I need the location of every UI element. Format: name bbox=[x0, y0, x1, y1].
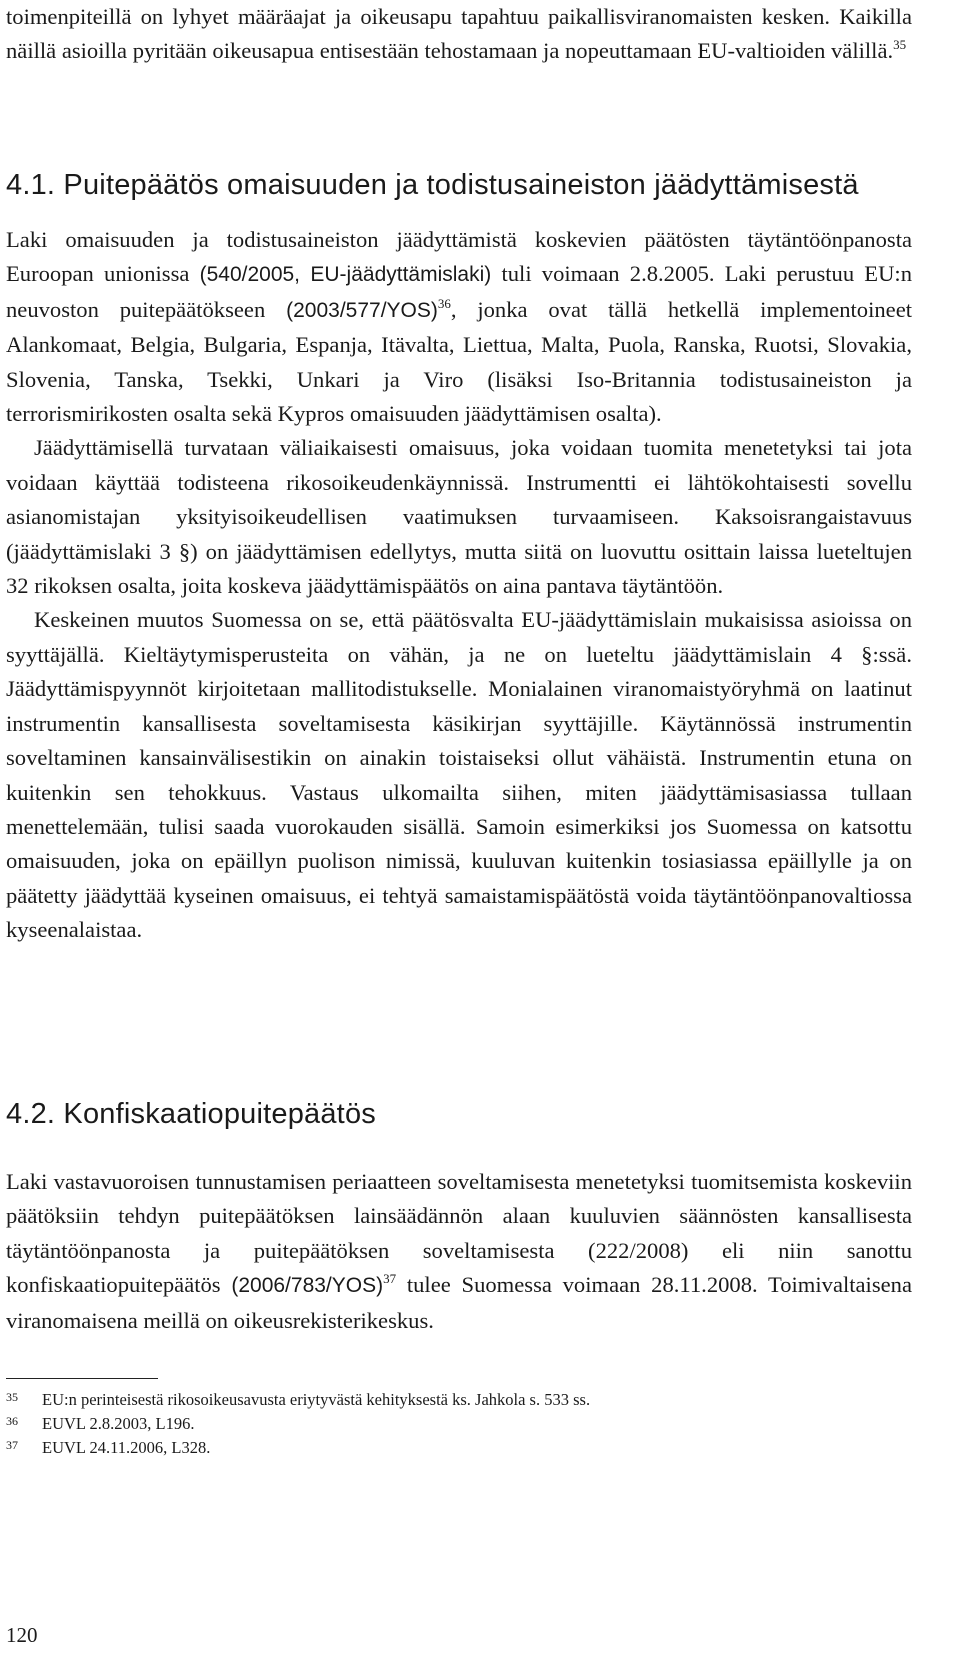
footnote-divider bbox=[6, 1378, 158, 1379]
framework-decision-code: (2003/577/YOS) bbox=[286, 298, 438, 322]
paragraph-text: Laki omaisuuden ja todistusaineiston jäädyttämistä koskevien päätösten täytäntöönpanosta Euroopan unionissa bbox=[6, 227, 912, 287]
paragraph-text: tuli voimaan 2.8.2005. Laki perustuu EU:n neuvoston puitepäätökseen bbox=[6, 261, 913, 322]
footnote-text: EU:n perinteisestä rikosoikeusavusta eriytyvästä kehityksestä ks. Jahkola s. 533 ss. bbox=[42, 1390, 591, 1409]
section-heading-4-2: 4.2. Konfiskaatiopuitepäätös bbox=[6, 1098, 376, 1130]
section-4-1-paragraph-1 bbox=[6, 223, 912, 431]
continued-paragraph bbox=[6, 0, 912, 69]
footnote-item bbox=[6, 1388, 912, 1412]
footnote-ref-35: 35 bbox=[893, 37, 907, 53]
section-heading-4-1: 4.1. Puitepäätös omaisuuden ja todistusaineiston jäädyttämisestä bbox=[6, 169, 859, 201]
footnote-item bbox=[6, 1412, 912, 1436]
law-reference: (540/2005, EU-jäädyttämislaki) bbox=[199, 263, 492, 287]
framework-decision-code: (2006/783/YOS) bbox=[231, 1274, 384, 1298]
paragraph-text: tulee Suomessa voimaan 28.11.2008. Toimivaltaisena viranomaisena meillä on oikeusrekisterikeskus. bbox=[6, 1272, 912, 1333]
section-4-2-body bbox=[6, 1165, 912, 1338]
footnotes-list bbox=[6, 1388, 912, 1460]
footnote-ref-37: 37 bbox=[383, 1271, 397, 1287]
paragraph-text: Laki vastavuoroisen tunnustamisen periaatteen soveltamisesta menetetyksi tuomitsemista koskeviin päätöksiin tehdyn puitepäätöksen lainsäädännön alaan kuuluvien säännösten kansallisesta täytäntöönpanosta ja puitepäätöksen soveltamisesta (222/2008) eli niin sanottu konfiskaatiopuitepäätös bbox=[6, 1169, 912, 1298]
footnote-text: EUVL 24.11.2006, L328. bbox=[42, 1438, 211, 1457]
section-4-1-paragraph-2: Jäädyttämisellä turvataan väliaikaisesti omaisuus, joka voidaan tuomita menetetyksi tai jota voidaan käyttää todisteena rikosoikeudenkäynnissä. Instrumentti ei lähtökohtaisesti sovellu asianomistajan yksityisoikeudellisen vaatimuksen turvaamiseen. Kaksoisrangaistavuus (jäädyttämislaki 3 §) on jäädyttämisen edellytys, mutta siitä on luovuttu osittain laissa lueteltujen 32 rikoksen osalta, joita koskeva jäädyttämispäätös on aina pantava täytäntöön. bbox=[6, 435, 912, 599]
section-4-1-body bbox=[6, 223, 912, 948]
continued-paragraph-block bbox=[6, 0, 912, 69]
footnote-number: 35 bbox=[6, 1390, 18, 1404]
continued-paragraph-text: toimenpiteillä on lyhyet määräajat ja oikeusapu tapahtuu paikallisviranomaisten kesken. Kaikilla näillä asioilla pyritään oikeusapua entisestään tehostamaan ja nopeuttamaan EU-valtioiden välillä. bbox=[6, 4, 912, 64]
section-4-1-paragraph-3: Keskeinen muutos Suomessa on se, että päätösvalta EU-jäädyttämislain mukaisissa asioissa on syyttäjällä. Kieltäytymisperusteita on vähän, ja ne on lueteltu jäädyttämislain 4 §:ssä. Jäädyttämispyynnöt kirjoitetaan mallitodistukselle. Monialainen viranomaistyöryhmä on laatinut instrumentin kansallisesta soveltamisesta käsikirjan syyttäjille. Käytännössä instrumentin soveltaminen kansainvälisestikin on ainakin toistaiseksi ollut vähäistä. Instrumentin etuna on kuitenkin sen tehokkuus. Vastaus ulkomailta siihen, miten jäädyttämisasiassa tullaan menettelemään, tulisi saada vuorokauden sisällä. Samoin esimerkiksi jos Suomessa on katsottu omaisuuden, joka on epäillyn puolison nimissä, kuuluvan kuitenkin tosiasiassa epäillylle ja on päätetty jäädyttää kyseinen omaisuus, ei tehtyä samaistamispäätöstä voida täytäntöönpanovaltiossa kyseenalaistaa. bbox=[6, 607, 912, 943]
footnote-text: EUVL 2.8.2003, L196. bbox=[42, 1414, 195, 1433]
paragraph-text: , jonka ovat tällä hetkellä implementoineet Alankomaat, Belgia, Bulgaria, Espanja, Itävalta, Liettua, Malta, Puola, Ranska, Ruotsi, Slovakia, Slovenia, Tanska, Tsekki, Unkari ja Viro (lisäksi Iso-Britannia todistusaineiston ja terrorismirikosten osalta sekä Kypros omaisuuden jäädyttämisen osalta). bbox=[6, 296, 912, 427]
section-4-2-paragraph-1 bbox=[6, 1165, 912, 1338]
footnote-ref-36: 36 bbox=[437, 295, 451, 311]
footnote-number: 36 bbox=[6, 1414, 18, 1428]
page-number: 120 bbox=[6, 1623, 38, 1647]
footnote-number: 37 bbox=[6, 1438, 18, 1452]
footnote-item bbox=[6, 1436, 912, 1460]
